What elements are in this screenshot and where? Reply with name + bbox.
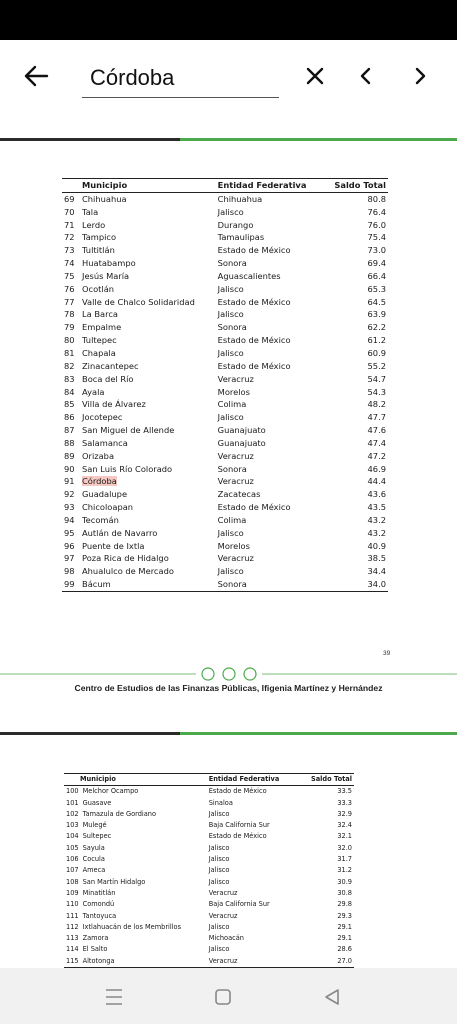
entidad-cell: Jalisco xyxy=(208,809,230,818)
entidad-cell: Colima xyxy=(217,514,247,525)
table-row xyxy=(62,296,388,309)
saldo-cell: 61.2 xyxy=(367,335,386,346)
entidad-cell: Jalisco xyxy=(217,283,244,294)
municipio-cell: Ixtlahuacán de los Membrillos xyxy=(82,922,182,931)
entidad-cell: Veracruz xyxy=(208,911,238,920)
entidad-cell: Sinaloa xyxy=(208,798,233,807)
row-number: 105 xyxy=(66,843,79,852)
saldo-cell: 33.5 xyxy=(337,787,352,796)
entidad-cell: Estado de México xyxy=(217,335,291,346)
saldo-cell: 27.0 xyxy=(299,956,354,968)
saldo-cell: 34.4 xyxy=(367,566,386,577)
table-row xyxy=(62,565,388,578)
search-input[interactable] xyxy=(82,58,279,98)
entidad-cell: Jalisco xyxy=(217,347,244,358)
municipio-cell: Melchor Ocampo xyxy=(82,787,139,796)
column-header-municipio: Municipio xyxy=(64,774,207,786)
municipio-cell: Zinacantepec xyxy=(82,360,139,371)
saldo-cell: 60.9 xyxy=(367,347,386,358)
table-row xyxy=(62,552,388,565)
municipio-cell: Sultepec xyxy=(82,832,112,841)
entidad-cell: Durango xyxy=(217,219,254,230)
entidad-cell: Sonora xyxy=(217,322,247,333)
entidad-cell: Veracruz xyxy=(217,373,254,384)
row-number: 70 xyxy=(64,206,75,217)
row-number: 98 xyxy=(64,566,75,577)
table-row xyxy=(64,809,354,820)
municipio-cell: Ameca xyxy=(82,866,106,875)
table-row xyxy=(64,854,354,865)
table-row xyxy=(64,956,354,968)
entidad-cell: Jalisco xyxy=(208,855,230,864)
table-row xyxy=(62,514,388,527)
row-number: 85 xyxy=(64,399,75,410)
table-row xyxy=(62,308,388,321)
row-number: 102 xyxy=(66,809,79,818)
row-number: 86 xyxy=(64,412,75,423)
municipios-table-page-2 xyxy=(64,773,354,968)
row-number: 97 xyxy=(64,553,75,564)
entidad-cell: Estado de México xyxy=(208,787,267,796)
row-number: 103 xyxy=(66,821,79,830)
table-row xyxy=(62,244,388,257)
entidad-cell: Jalisco xyxy=(217,206,244,217)
municipio-cell: El Salto xyxy=(82,945,108,954)
entidad-cell: Tamaulipas xyxy=(217,232,265,243)
saldo-cell: 29.3 xyxy=(337,911,352,920)
row-number: 84 xyxy=(64,386,75,397)
entidad-cell: Jalisco xyxy=(217,566,244,577)
row-number: 77 xyxy=(64,296,75,307)
municipio-cell: Minatitlán xyxy=(82,888,116,897)
municipio-cell: San Luis Río Colorado xyxy=(82,463,173,474)
entidad-cell: Jalisco xyxy=(217,527,244,538)
municipio-cell: Tamazula de Gordiano xyxy=(82,809,156,818)
saldo-cell: 40.9 xyxy=(367,540,386,551)
column-header-entidad: Entidad Federativa xyxy=(216,179,324,193)
municipio-cell: Guadalupe xyxy=(82,489,128,500)
entidad-cell: Sonora xyxy=(217,463,247,474)
municipio-cell: Guasave xyxy=(82,798,112,807)
saldo-cell: 30.8 xyxy=(337,888,352,897)
entidad-cell: Veracruz xyxy=(217,553,254,564)
municipio-cell: Chihuahua xyxy=(82,193,127,204)
municipio-cell: Comondú xyxy=(82,900,115,909)
table-row xyxy=(62,219,388,232)
arrow-left-icon[interactable] xyxy=(18,58,54,94)
table-row xyxy=(64,911,354,922)
row-number: 101 xyxy=(66,798,79,807)
entidad-cell: Chihuahua xyxy=(217,193,263,204)
column-header-entidad: Entidad Federativa xyxy=(207,774,299,786)
row-number: 73 xyxy=(64,245,75,256)
table-row xyxy=(62,347,388,360)
saldo-cell: 48.2 xyxy=(367,399,386,410)
table-row xyxy=(62,578,388,591)
saldo-cell: 28.6 xyxy=(337,945,352,954)
table-row xyxy=(64,933,354,944)
saldo-cell: 47.7 xyxy=(367,412,386,423)
table-row xyxy=(64,944,354,955)
row-number: 78 xyxy=(64,309,75,320)
entidad-cell: Jalisco xyxy=(208,866,230,875)
table-row xyxy=(62,501,388,514)
table-row xyxy=(62,206,388,219)
saldo-cell: 47.4 xyxy=(367,437,386,448)
table-row xyxy=(62,450,388,463)
table-row xyxy=(62,475,388,488)
row-number: 89 xyxy=(64,450,75,461)
row-number: 74 xyxy=(64,258,75,269)
saldo-cell: 47.6 xyxy=(367,425,386,436)
table-row xyxy=(62,437,388,450)
municipio-cell: Altotonga xyxy=(81,956,207,968)
column-header-municipio: Municipio xyxy=(62,179,216,193)
row-number: 95 xyxy=(64,527,75,538)
table-row xyxy=(62,321,388,334)
entidad-cell: Colima xyxy=(217,399,247,410)
table-row xyxy=(62,373,388,386)
saldo-cell: 38.5 xyxy=(367,553,386,564)
entidad-cell: Michoacán xyxy=(208,934,244,943)
municipio-cell: Lerdo xyxy=(82,219,106,230)
entidad-cell: Estado de México xyxy=(217,296,291,307)
page-footer-text: Centro de Estudios de las Finanzas Públicas, Ifigenia Martínez y Hernández xyxy=(74,683,383,693)
row-number: 96 xyxy=(64,540,75,551)
table-row xyxy=(64,820,354,831)
column-header-saldo: Saldo Total xyxy=(323,179,388,193)
table-row xyxy=(62,231,388,244)
row-number: 104 xyxy=(66,832,79,841)
municipio-cell: Mulegé xyxy=(82,821,107,830)
municipio-cell: Jesús María xyxy=(82,270,130,281)
saldo-cell: 76.0 xyxy=(367,219,386,230)
entidad-cell: Estado de México xyxy=(217,360,291,371)
municipio-cell: Chapala xyxy=(82,347,116,358)
table-row xyxy=(62,540,388,553)
table-row xyxy=(62,527,388,540)
entidad-cell: Zacatecas xyxy=(217,489,261,500)
municipio-cell: Jocotepec xyxy=(82,412,123,423)
row-number: 92 xyxy=(64,489,75,500)
row-number: 114 xyxy=(66,945,79,954)
row-number: 106 xyxy=(66,855,79,864)
saldo-cell: 62.2 xyxy=(367,322,386,333)
table-row xyxy=(62,386,388,399)
saldo-cell: 43.2 xyxy=(367,514,386,525)
saldo-cell: 31.7 xyxy=(337,855,352,864)
municipio-cell: Tultitlán xyxy=(82,245,115,256)
entidad-cell: Estado de México xyxy=(217,502,291,513)
municipio-cell: Salamanca xyxy=(82,437,128,448)
table-row xyxy=(62,283,388,296)
entidad-cell: Veracruz xyxy=(217,450,254,461)
saldo-cell: 75.4 xyxy=(367,232,386,243)
saldo-cell: 32.1 xyxy=(337,832,352,841)
table-header-row xyxy=(64,774,354,786)
saldo-cell: 63.9 xyxy=(367,309,386,320)
table-row xyxy=(62,424,388,437)
chevron-left-icon[interactable] xyxy=(348,58,384,94)
municipio-cell: Tantoyuca xyxy=(82,911,117,920)
table-row xyxy=(62,270,388,283)
entidad-cell: Estado de México xyxy=(208,832,267,841)
saldo-cell: 31.2 xyxy=(337,866,352,875)
municipio-cell: Cocula xyxy=(82,855,105,864)
row-number: 107 xyxy=(66,866,79,875)
saldo-cell: 46.9 xyxy=(367,463,386,474)
triangle-back-icon[interactable] xyxy=(317,984,347,1010)
saldo-cell: 32.4 xyxy=(337,821,352,830)
saldo-cell: 30.9 xyxy=(337,877,352,886)
row-number: 109 xyxy=(66,888,79,897)
municipio-cell: Chicoloapan xyxy=(82,502,134,513)
saldo-cell: 64.5 xyxy=(367,296,386,307)
municipio-cell: Tultepec xyxy=(82,335,117,346)
entidad-cell: Jalisco xyxy=(208,877,230,886)
saldo-cell: 47.2 xyxy=(367,450,386,461)
row-number: 69 xyxy=(64,193,75,204)
saldo-cell: 32.0 xyxy=(337,843,352,852)
entidad-cell: Aguascalientes xyxy=(217,270,281,281)
table-row xyxy=(62,360,388,373)
entidad-cell: Jalisco xyxy=(208,945,230,954)
row-number: 75 xyxy=(64,270,75,281)
table-row xyxy=(62,488,388,501)
page-header-rule xyxy=(0,732,457,735)
saldo-cell: 29.1 xyxy=(337,922,352,931)
entidad-cell: Sonora xyxy=(217,258,247,269)
municipio-cell: Bácum xyxy=(80,578,216,591)
row-number: 93 xyxy=(64,502,75,513)
municipios-table-page-1 xyxy=(62,178,388,592)
municipio-cell: La Barca xyxy=(82,309,118,320)
saldo-cell: 55.2 xyxy=(367,360,386,371)
entidad-cell: Baja California Sur xyxy=(208,900,270,909)
municipio-cell: Poza Rica de Hidalgo xyxy=(82,553,169,564)
saldo-cell: 69.4 xyxy=(367,258,386,269)
table-row xyxy=(62,192,388,205)
saldo-cell: 32.9 xyxy=(337,809,352,818)
saldo-cell: 44.4 xyxy=(367,476,386,487)
table-row xyxy=(62,411,388,424)
municipio-cell xyxy=(80,475,216,488)
row-number: 80 xyxy=(64,335,75,346)
footer-decoration xyxy=(0,664,457,684)
saldo-cell: 29.1 xyxy=(337,934,352,943)
row-number: 71 xyxy=(64,219,75,230)
entidad-cell: Jalisco xyxy=(208,843,230,852)
page-header-rule xyxy=(0,138,457,141)
page-number: 39 xyxy=(383,650,391,657)
table-row xyxy=(62,257,388,270)
entidad-cell: Jalisco xyxy=(217,309,244,320)
row-number: 99 xyxy=(62,578,80,591)
municipio-cell: San Martín Hidalgo xyxy=(82,877,146,886)
municipio-cell: Sayula xyxy=(82,843,105,852)
municipio-cell: Tala xyxy=(82,206,99,217)
table-row xyxy=(64,865,354,876)
saldo-cell: 66.4 xyxy=(367,270,386,281)
municipio-cell: San Miguel de Allende xyxy=(82,425,175,436)
row-number: 90 xyxy=(64,463,75,474)
entidad-cell: Sonora xyxy=(216,578,324,591)
entidad-cell: Veracruz xyxy=(208,888,238,897)
saldo-cell: 73.0 xyxy=(367,245,386,256)
municipio-cell: Ahualulco de Mercado xyxy=(82,566,174,577)
saldo-cell: 43.2 xyxy=(367,527,386,538)
entidad-cell: Veracruz xyxy=(217,476,254,487)
row-number: 112 xyxy=(66,922,79,931)
system-navigation-bar xyxy=(0,968,457,1024)
municipio-cell: Orizaba xyxy=(82,450,115,461)
municipio-cell: Huatabampo xyxy=(82,258,136,269)
table-row xyxy=(64,922,354,933)
municipio-cell: Villa de Álvarez xyxy=(82,399,146,410)
entidad-cell: Veracruz xyxy=(207,956,299,968)
entidad-cell: Baja California Sur xyxy=(208,821,270,830)
row-number: 113 xyxy=(66,934,79,943)
table-row xyxy=(62,463,388,476)
entidad-cell: Jalisco xyxy=(217,412,244,423)
row-number: 91 xyxy=(64,476,75,487)
find-in-page-bar xyxy=(0,40,457,120)
entidad-cell: Guanajuato xyxy=(217,425,266,436)
municipio-cell: Puente de Ixtla xyxy=(82,540,145,551)
column-header-saldo: Saldo Total xyxy=(299,774,354,786)
municipio-cell: Boca del Río xyxy=(82,373,134,384)
municipio-cell: Autlán de Navarro xyxy=(82,527,158,538)
row-number: 111 xyxy=(66,911,79,920)
table-row xyxy=(64,899,354,910)
row-number: 87 xyxy=(64,425,75,436)
recents-icon[interactable] xyxy=(99,984,129,1010)
row-number: 81 xyxy=(64,347,75,358)
saldo-cell: 33.3 xyxy=(337,798,352,807)
row-number: 110 xyxy=(66,900,79,909)
saldo-cell: 34.0 xyxy=(323,578,388,591)
municipio-cell: Ocotlán xyxy=(82,283,115,294)
entidad-cell: Guanajuato xyxy=(217,437,266,448)
row-number: 83 xyxy=(64,373,75,384)
municipio-cell: Tampico xyxy=(82,232,117,243)
saldo-cell: 54.3 xyxy=(367,386,386,397)
close-icon[interactable] xyxy=(297,58,333,94)
table-row xyxy=(64,831,354,842)
row-number: 82 xyxy=(64,360,75,371)
entidad-cell: Morelos xyxy=(217,540,250,551)
municipio-cell: Empalme xyxy=(82,322,122,333)
saldo-cell: 43.5 xyxy=(367,502,386,513)
saldo-cell: 76.4 xyxy=(367,206,386,217)
status-bar xyxy=(0,0,457,40)
row-number: 88 xyxy=(64,437,75,448)
row-number: 76 xyxy=(64,283,75,294)
municipio-cell: Tecomán xyxy=(82,514,119,525)
row-number: 79 xyxy=(64,322,75,333)
saldo-cell: 54.7 xyxy=(367,373,386,384)
table-row xyxy=(64,888,354,899)
chevron-right-icon[interactable] xyxy=(402,58,438,94)
saldo-cell: 29.8 xyxy=(337,900,352,909)
table-row xyxy=(64,786,354,798)
search-match-highlight: Córdoba xyxy=(82,476,117,487)
row-number: 94 xyxy=(64,514,75,525)
row-number: 72 xyxy=(64,232,75,243)
row-number: 100 xyxy=(66,787,79,796)
entidad-cell: Jalisco xyxy=(208,922,230,931)
table-row xyxy=(64,843,354,854)
row-number: 115 xyxy=(64,956,81,968)
municipio-cell: Zamora xyxy=(82,934,109,943)
table-row xyxy=(62,398,388,411)
saldo-cell: 80.8 xyxy=(367,193,386,204)
saldo-cell: 65.3 xyxy=(367,283,386,294)
table-row xyxy=(64,798,354,809)
table-row xyxy=(64,877,354,888)
entidad-cell: Estado de México xyxy=(217,245,291,256)
table-header-row xyxy=(62,179,388,193)
row-number: 108 xyxy=(66,877,79,886)
municipio-cell: Valle de Chalco Solidaridad xyxy=(82,296,195,307)
home-icon[interactable] xyxy=(208,984,238,1010)
table-row xyxy=(62,334,388,347)
entidad-cell: Morelos xyxy=(217,386,250,397)
municipio-cell: Ayala xyxy=(82,386,105,397)
saldo-cell: 43.6 xyxy=(367,489,386,500)
